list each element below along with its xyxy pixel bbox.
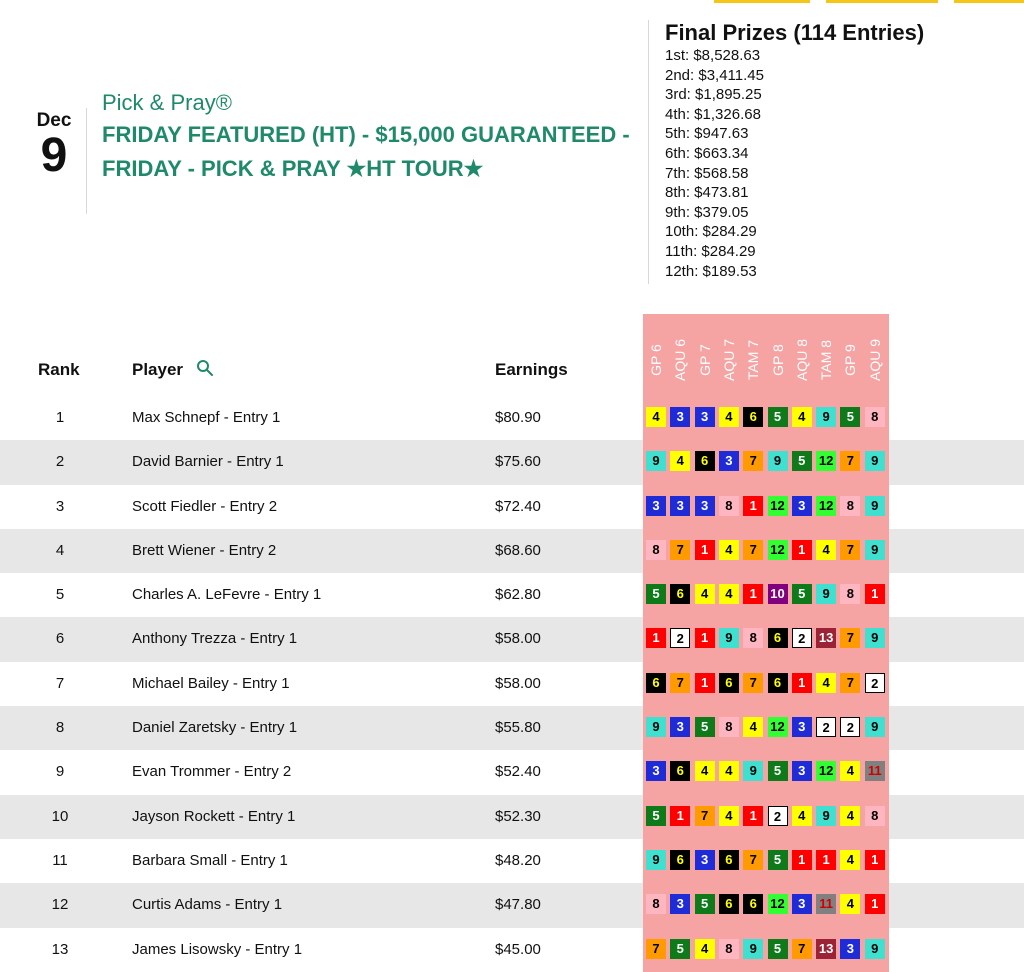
pick-badge: 3 bbox=[792, 894, 812, 914]
pick-badge: 8 bbox=[719, 496, 739, 516]
pick-badge: 2 bbox=[768, 806, 788, 826]
pick-badge: 6 bbox=[670, 850, 690, 870]
pick-badge: 9 bbox=[719, 628, 739, 648]
pick-badge: 5 bbox=[646, 806, 666, 826]
earnings-cell: $52.40 bbox=[495, 763, 541, 781]
prize-line: 7th: $568.58 bbox=[665, 164, 749, 182]
pick-badge: 4 bbox=[816, 673, 836, 693]
pick-badge: 10 bbox=[768, 584, 788, 604]
rank-cell: 3 bbox=[55, 497, 65, 515]
pick-badge: 4 bbox=[792, 407, 812, 427]
pick-badge: 7 bbox=[840, 673, 860, 693]
player-name[interactable]: Curtis Adams - Entry 1 bbox=[132, 896, 283, 914]
pick-badge: 4 bbox=[695, 939, 715, 959]
pick-badge: 7 bbox=[840, 628, 860, 648]
pick-badge: 12 bbox=[816, 451, 836, 471]
pick-badge: 8 bbox=[865, 407, 885, 427]
pick-badge: 12 bbox=[816, 761, 836, 781]
player-name[interactable]: David Barnier - Entry 1 bbox=[132, 453, 284, 471]
pick-badge: 5 bbox=[670, 939, 690, 959]
pick-badge: 7 bbox=[743, 673, 763, 693]
pick-badge: 6 bbox=[646, 673, 666, 693]
earnings-cell: $58.00 bbox=[495, 674, 541, 692]
pick-badge: 6 bbox=[670, 584, 690, 604]
player-name[interactable]: Anthony Trezza - Entry 1 bbox=[132, 630, 298, 648]
top-tab-strip bbox=[714, 0, 1024, 3]
pick-badge: 1 bbox=[792, 540, 812, 560]
pick-badge: 8 bbox=[719, 939, 739, 959]
pick-badge: 3 bbox=[646, 496, 666, 516]
pick-badge: 1 bbox=[792, 673, 812, 693]
prize-line: 11th: $284.29 bbox=[665, 242, 756, 260]
race-header-label: GP 8 bbox=[769, 344, 786, 376]
pick-badge: 3 bbox=[646, 761, 666, 781]
pick-badge: 12 bbox=[768, 894, 788, 914]
pick-badge: 6 bbox=[719, 850, 739, 870]
rank-cell: 8 bbox=[55, 719, 65, 737]
prize-line: 4th: $1,326.68 bbox=[665, 105, 761, 123]
pick-badge: 1 bbox=[792, 850, 812, 870]
pick-badge: 1 bbox=[695, 540, 715, 560]
pick-badge: 1 bbox=[743, 496, 763, 516]
rank-header: Rank bbox=[38, 360, 80, 379]
pick-badge: 9 bbox=[816, 407, 836, 427]
top-tab[interactable] bbox=[714, 0, 810, 3]
earnings-cell: $55.80 bbox=[495, 719, 541, 737]
table-row[interactable] bbox=[0, 750, 1024, 794]
race-header-label: AQU 8 bbox=[793, 338, 810, 381]
pick-badge: 3 bbox=[670, 496, 690, 516]
pick-badge: 1 bbox=[646, 628, 666, 648]
pick-badge: 4 bbox=[719, 806, 739, 826]
pick-badge: 9 bbox=[646, 850, 666, 870]
contest-name: FRIDAY FEATURED (HT) - $15,000 GUARANTEED - FRIDAY - PICK & PRAY ★HT TOUR★ bbox=[102, 122, 630, 181]
prize-line: 6th: $663.34 bbox=[665, 144, 749, 162]
race-header bbox=[643, 314, 889, 396]
pick-badge: 12 bbox=[768, 496, 788, 516]
prize-line: 1st: $8,528.63 bbox=[665, 47, 761, 64]
pick-badge: 3 bbox=[792, 717, 812, 737]
pick-badge: 4 bbox=[719, 540, 739, 560]
pick-badge: 9 bbox=[768, 451, 788, 471]
table-header bbox=[0, 340, 644, 400]
race-header-label: AQU 9 bbox=[866, 338, 883, 381]
pick-badge: 7 bbox=[743, 451, 763, 471]
pick-badge: 9 bbox=[865, 540, 885, 560]
player-header: Player bbox=[132, 360, 184, 379]
pick-badge: 7 bbox=[840, 540, 860, 560]
final-prizes-title: Final Prizes (114 Entries) bbox=[665, 20, 925, 45]
rank-cell: 2 bbox=[55, 453, 65, 471]
race-header-label: GP 7 bbox=[696, 344, 713, 376]
table-row[interactable] bbox=[0, 617, 1024, 661]
pick-badge: 9 bbox=[816, 584, 836, 604]
pick-badge: 4 bbox=[816, 540, 836, 560]
earnings-cell: $72.40 bbox=[495, 497, 541, 515]
picks-cell bbox=[643, 750, 889, 794]
picks-cell bbox=[643, 440, 889, 484]
pick-badge: 9 bbox=[743, 761, 763, 781]
rank-cell: 7 bbox=[55, 674, 65, 692]
pick-badge: 6 bbox=[719, 673, 739, 693]
pick-badge: 9 bbox=[865, 717, 885, 737]
pick-badge: 6 bbox=[743, 894, 763, 914]
rank-cell: 12 bbox=[51, 896, 69, 914]
pick-badge: 5 bbox=[768, 939, 788, 959]
rank-cell: 11 bbox=[52, 851, 68, 869]
earnings-cell: $75.60 bbox=[495, 453, 541, 471]
earnings-header: Earnings bbox=[495, 360, 568, 379]
pick-badge: 7 bbox=[695, 806, 715, 826]
pick-badge: 3 bbox=[695, 407, 715, 427]
picks-cell bbox=[643, 795, 889, 839]
pick-badge: 3 bbox=[695, 850, 715, 870]
pick-badge: 8 bbox=[719, 717, 739, 737]
pick-badge: 9 bbox=[646, 451, 666, 471]
race-header-label: TAM 7 bbox=[745, 339, 762, 381]
pick-badge: 7 bbox=[792, 939, 812, 959]
picks-cell bbox=[643, 485, 889, 529]
pick-badge: 2 bbox=[816, 717, 836, 737]
pick-badge: 2 bbox=[670, 628, 690, 648]
pick-badge: 7 bbox=[743, 850, 763, 870]
table-row[interactable] bbox=[0, 928, 1024, 972]
pick-badge: 9 bbox=[865, 939, 885, 959]
game-name: Pick & Pray® bbox=[102, 90, 232, 115]
rank-cell: 9 bbox=[55, 763, 65, 781]
table-row[interactable] bbox=[0, 795, 1024, 839]
pick-badge: 5 bbox=[646, 584, 666, 604]
pick-badge: 1 bbox=[695, 673, 715, 693]
pick-badge: 4 bbox=[719, 761, 739, 781]
prize-line: 9th: $379.05 bbox=[665, 203, 749, 221]
pick-badge: 12 bbox=[768, 540, 788, 560]
pick-badge: 7 bbox=[670, 673, 690, 693]
pick-badge: 9 bbox=[816, 806, 836, 826]
pick-badge: 4 bbox=[840, 806, 860, 826]
pick-badge: 5 bbox=[840, 407, 860, 427]
prize-line: 8th: $473.81 bbox=[665, 184, 749, 202]
earnings-cell: $62.80 bbox=[495, 586, 541, 604]
table-row[interactable] bbox=[0, 396, 1024, 440]
earnings-cell: $52.30 bbox=[495, 807, 541, 825]
pick-badge: 1 bbox=[865, 584, 885, 604]
rank-cell: 5 bbox=[55, 586, 65, 604]
earnings-cell: $48.20 bbox=[495, 851, 541, 869]
pick-badge: 2 bbox=[840, 717, 860, 737]
pick-badge: 2 bbox=[865, 673, 885, 693]
pick-badge: 4 bbox=[646, 407, 666, 427]
leaderboard-rows bbox=[0, 396, 1024, 972]
pick-badge: 5 bbox=[695, 717, 715, 737]
contest-title bbox=[102, 90, 642, 186]
table-row[interactable] bbox=[0, 440, 1024, 484]
pick-badge: 4 bbox=[743, 717, 763, 737]
earnings-cell: $58.00 bbox=[495, 630, 541, 648]
table-row[interactable] bbox=[0, 839, 1024, 883]
table-row[interactable] bbox=[0, 662, 1024, 706]
pick-badge: 7 bbox=[840, 451, 860, 471]
pick-badge: 1 bbox=[865, 850, 885, 870]
date-day: 9 bbox=[40, 129, 68, 182]
picks-cell bbox=[643, 706, 889, 750]
pick-badge: 11 bbox=[865, 761, 885, 781]
race-header-label: AQU 7 bbox=[720, 338, 737, 381]
race-header-label: AQU 6 bbox=[672, 338, 689, 381]
pick-badge: 1 bbox=[816, 850, 836, 870]
pick-badge: 13 bbox=[816, 628, 836, 648]
race-header-label: GP 9 bbox=[842, 344, 859, 376]
pick-badge: 4 bbox=[695, 584, 715, 604]
pick-badge: 4 bbox=[840, 761, 860, 781]
player-name[interactable]: Evan Trommer - Entry 2 bbox=[132, 763, 292, 781]
prize-line: 3rd: $1,895.25 bbox=[665, 86, 762, 104]
pick-badge: 4 bbox=[695, 761, 715, 781]
pick-badge: 8 bbox=[646, 894, 666, 914]
pick-badge: 9 bbox=[743, 939, 763, 959]
pick-badge: 7 bbox=[670, 540, 690, 560]
player-name[interactable]: Michael Bailey - Entry 1 bbox=[132, 674, 290, 692]
pick-badge: 1 bbox=[743, 806, 763, 826]
pick-badge: 8 bbox=[840, 496, 860, 516]
pick-badge: 4 bbox=[719, 407, 739, 427]
player-name[interactable]: Charles A. LeFevre - Entry 1 bbox=[132, 586, 322, 604]
pick-badge: 5 bbox=[792, 451, 812, 471]
pick-badge: 6 bbox=[743, 407, 763, 427]
race-header-label: TAM 8 bbox=[818, 339, 835, 381]
picks-cell bbox=[643, 396, 889, 440]
pick-badge: 8 bbox=[865, 806, 885, 826]
prize-line: 2nd: $3,411.45 bbox=[665, 66, 764, 84]
pick-badge: 2 bbox=[792, 628, 812, 648]
pick-badge: 9 bbox=[865, 628, 885, 648]
pick-badge: 5 bbox=[695, 894, 715, 914]
player-name[interactable]: Brett Wiener - Entry 2 bbox=[132, 541, 277, 559]
pick-badge: 3 bbox=[840, 939, 860, 959]
table-row[interactable] bbox=[0, 485, 1024, 529]
prize-line: 10th: $284.29 bbox=[665, 223, 757, 241]
table-row[interactable] bbox=[0, 883, 1024, 927]
rank-cell: 13 bbox=[51, 940, 69, 958]
pick-badge: 6 bbox=[719, 894, 739, 914]
pick-badge: 9 bbox=[865, 496, 885, 516]
picks-cell bbox=[643, 883, 889, 927]
table-row[interactable] bbox=[0, 706, 1024, 750]
race-header-label: GP 6 bbox=[648, 344, 664, 376]
player-name[interactable]: Barbara Small - Entry 1 bbox=[132, 851, 288, 869]
top-tab[interactable] bbox=[954, 0, 1024, 3]
earnings-cell: $80.90 bbox=[495, 409, 541, 426]
pick-badge: 3 bbox=[670, 717, 690, 737]
table-row[interactable] bbox=[0, 529, 1024, 573]
player-name[interactable]: Daniel Zaretsky - Entry 1 bbox=[132, 719, 298, 737]
pick-badge: 4 bbox=[840, 894, 860, 914]
picks-cell bbox=[643, 662, 889, 706]
pick-badge: 4 bbox=[792, 806, 812, 826]
pick-badge: 5 bbox=[768, 850, 788, 870]
pick-badge: 13 bbox=[816, 939, 836, 959]
contest-date bbox=[22, 108, 87, 214]
pick-badge: 4 bbox=[719, 584, 739, 604]
picks-cell bbox=[643, 529, 889, 573]
pick-badge: 7 bbox=[743, 540, 763, 560]
pick-badge: 1 bbox=[695, 628, 715, 648]
earnings-cell: $45.00 bbox=[495, 940, 541, 958]
earnings-cell: $68.60 bbox=[495, 541, 541, 559]
prize-line: 5th: $947.63 bbox=[665, 125, 749, 143]
final-prizes-panel bbox=[648, 20, 924, 284]
picks-cell bbox=[643, 617, 889, 661]
player-name[interactable]: James Lisowsky - Entry 1 bbox=[132, 940, 303, 958]
pick-badge: 3 bbox=[695, 496, 715, 516]
rank-cell: 6 bbox=[55, 630, 65, 648]
pick-badge: 1 bbox=[865, 894, 885, 914]
pick-badge: 1 bbox=[670, 806, 690, 826]
pick-badge: 5 bbox=[792, 584, 812, 604]
player-name[interactable]: Jayson Rockett - Entry 1 bbox=[132, 807, 296, 825]
picks-cell bbox=[643, 928, 889, 972]
pick-badge: 3 bbox=[792, 496, 812, 516]
prize-line: 12th: $189.53 bbox=[665, 262, 757, 280]
pick-badge: 11 bbox=[816, 894, 836, 914]
earnings-cell: $47.80 bbox=[495, 896, 541, 914]
pick-badge: 6 bbox=[768, 673, 788, 693]
pick-badge: 5 bbox=[768, 407, 788, 427]
pick-badge: 12 bbox=[816, 496, 836, 516]
date-month: Dec bbox=[36, 110, 72, 131]
player-name[interactable]: Scott Fiedler - Entry 2 bbox=[132, 497, 278, 515]
top-tab[interactable] bbox=[826, 0, 938, 3]
pick-badge: 5 bbox=[768, 761, 788, 781]
pick-badge: 6 bbox=[670, 761, 690, 781]
pick-badge: 8 bbox=[840, 584, 860, 604]
player-name[interactable]: Max Schnepf - Entry 1 bbox=[132, 409, 281, 426]
picks-cell bbox=[643, 839, 889, 883]
search-icon[interactable] bbox=[196, 359, 214, 377]
prize-list bbox=[665, 46, 924, 281]
pick-badge: 6 bbox=[695, 451, 715, 471]
pick-badge: 1 bbox=[743, 584, 763, 604]
pick-badge: 12 bbox=[768, 717, 788, 737]
pick-badge: 3 bbox=[670, 894, 690, 914]
pick-badge: 4 bbox=[840, 850, 860, 870]
pick-badge: 3 bbox=[719, 451, 739, 471]
pick-badge: 7 bbox=[646, 939, 666, 959]
rank-cell: 10 bbox=[51, 807, 69, 825]
pick-badge: 6 bbox=[768, 628, 788, 648]
pick-badge: 8 bbox=[743, 628, 763, 648]
table-row[interactable] bbox=[0, 573, 1024, 617]
pick-badge: 8 bbox=[646, 540, 666, 560]
rank-cell: 4 bbox=[55, 541, 65, 559]
pick-badge: 3 bbox=[670, 407, 690, 427]
pick-badge: 4 bbox=[670, 451, 690, 471]
pick-badge: 3 bbox=[792, 761, 812, 781]
pick-badge: 9 bbox=[865, 451, 885, 471]
picks-cell bbox=[643, 573, 889, 617]
rank-cell: 1 bbox=[55, 409, 65, 426]
pick-badge: 9 bbox=[646, 717, 666, 737]
